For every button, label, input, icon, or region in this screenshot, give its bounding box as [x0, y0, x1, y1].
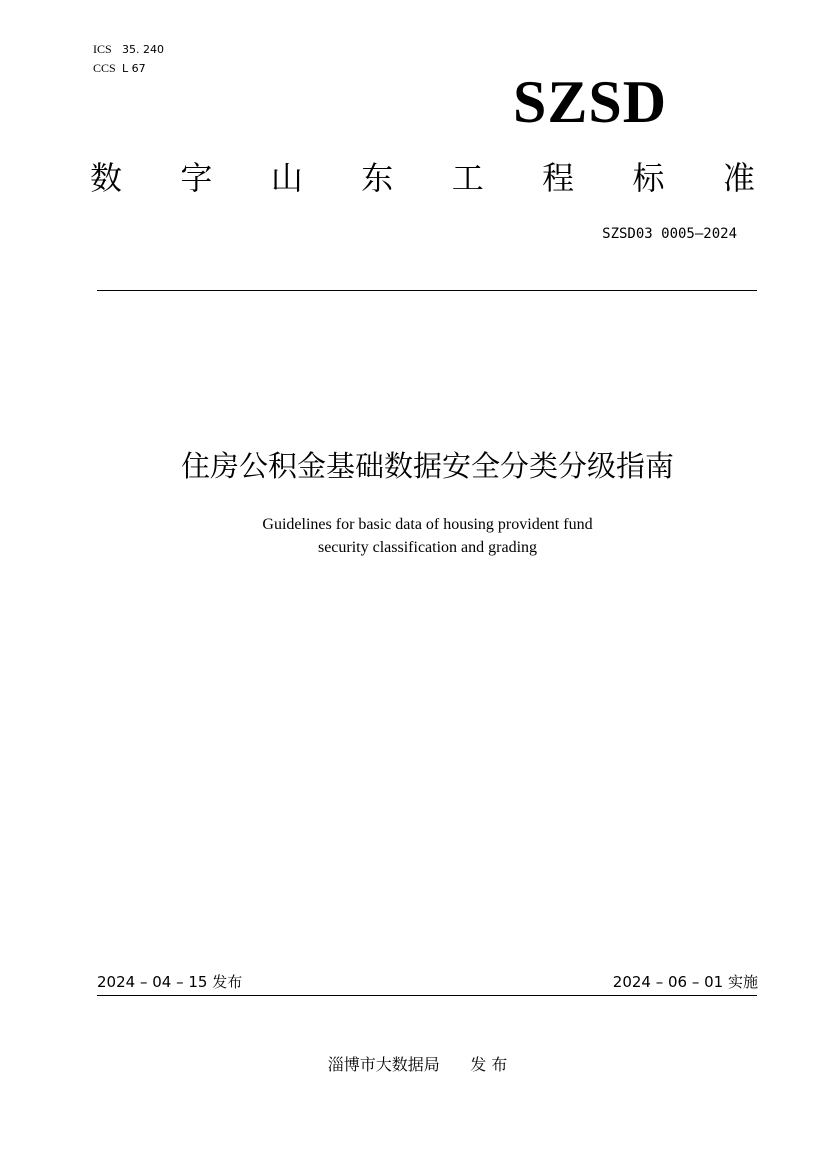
document-title-en-line2: security classification and grading [317, 539, 538, 556]
standard-title-char: 山 [270, 159, 303, 197]
standard-title-char: 字 [180, 159, 213, 197]
standard-logo: SZSD [512, 69, 668, 135]
implement-date: 2024 – 06 – 01 实施 [612, 973, 758, 991]
document-title-cn: 住房公积金基础数据安全分类分级指南 [180, 449, 674, 483]
standard-title-char: 东 [361, 159, 394, 197]
header-divider [97, 290, 757, 291]
standard-number: SZSD03 0005—2024 [602, 226, 737, 242]
ics-code [93, 42, 164, 57]
standard-title-char: 程 [542, 159, 575, 197]
standard-title-char: 标 [632, 159, 665, 197]
ccs-label: CCS [93, 61, 116, 75]
ics-value: 35. 240 [122, 43, 164, 56]
publisher-name: 淄博市大数据局 [327, 1055, 440, 1074]
ccs-code [93, 61, 146, 76]
publisher-action: 发 布 [470, 1055, 508, 1074]
standard-title-char: 工 [451, 159, 484, 197]
footer-divider [97, 995, 757, 996]
standard-type-title [90, 158, 755, 198]
ics-label: ICS [93, 42, 112, 56]
standard-title-char: 数 [90, 159, 123, 197]
standard-title-char: 准 [722, 159, 755, 197]
publish-date: 2024 – 04 – 15 发布 [97, 973, 243, 991]
document-title-en-line1: Guidelines for basic data of housing provident fund [262, 516, 593, 533]
ccs-value: L 67 [122, 62, 146, 75]
publisher-line [0, 1054, 815, 1076]
